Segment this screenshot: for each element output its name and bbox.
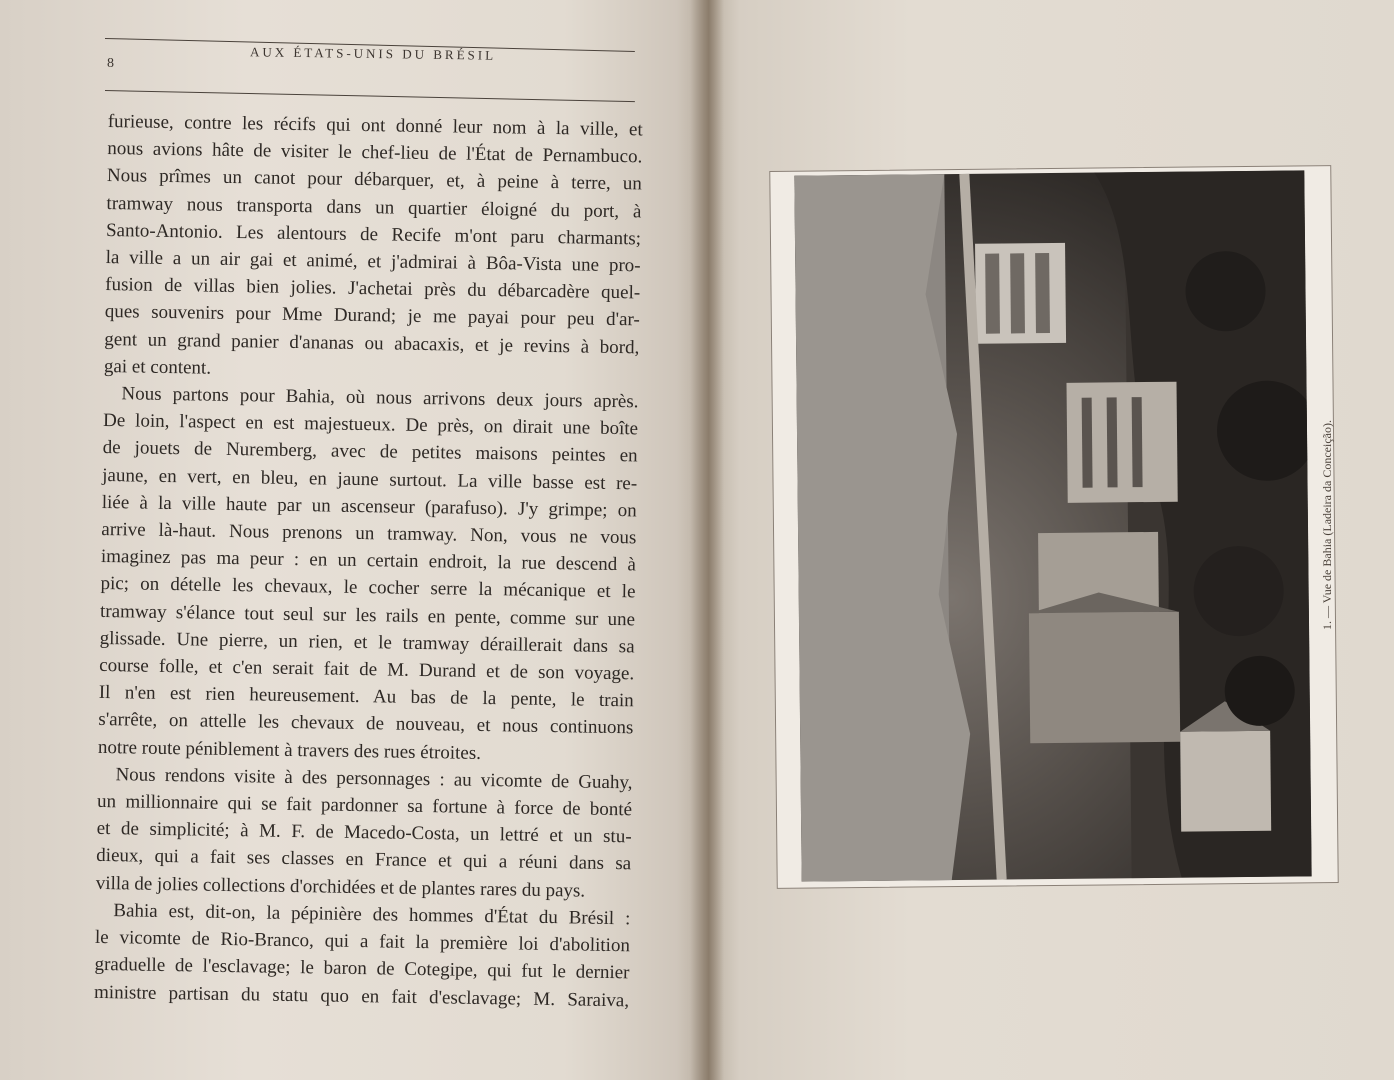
- text-line: ques souvenirs pour Mme Durand; je me payai pour peu d'ar-: [104, 301, 640, 331]
- book-gutter: [690, 0, 724, 1080]
- text-line: imaginez pas ma peur : en un certain endroit, la rue descend à: [100, 546, 637, 576]
- text-line: la ville a un air gai et animé, et j'admirai à Bôa-Vista une pro-: [105, 246, 641, 277]
- text-line: un millionnaire qui se fait pardonner sa fortune à force de bonté: [96, 790, 633, 821]
- text-line: de jouets de Nuremberg, avec de petites maisons peintes en: [102, 437, 638, 467]
- text-line: fusion de villas bien jolies. J'achetai près du débarcadère quel-: [105, 274, 641, 304]
- text-line: pic; on dételle les chevaux, le cocher serre la mécanique et le: [100, 573, 636, 603]
- text-line: et de simplicité; à M. F. de Macedo-Costa, un lettré et un stu-: [96, 818, 632, 848]
- figure-plate: [769, 165, 1338, 889]
- text-line: Nous partons pour Bahia, où nous arrivons deux jours après.: [121, 383, 639, 413]
- text-line: tramway nous transporta dans un quartier éloigné du port, à: [106, 192, 642, 222]
- text-line: De loin, l'aspect en est majestueux. De près, on dirait une boîte: [102, 410, 639, 440]
- text-line: tramway s'élance tout seul sur les rails en pente, comme sur une: [99, 600, 636, 630]
- text-line: ministre partisan du statu quo en fait d'esclavage; M. Saraiva,: [93, 981, 630, 1011]
- figure-caption: 1. — Vue de Bahia (Ladeira da Conceição).: [1320, 420, 1334, 630]
- text-line: course folle, et c'en serait fait de M. Durand et de son voyage.: [99, 654, 635, 685]
- text-line: nous avions hâte de visiter le chef-lieu de l'État de Pernambuco.: [107, 138, 643, 168]
- text-line: glissade. Une pierre, un rien, et le tramway déraillerait dans sa: [99, 627, 635, 658]
- page-number: 8: [107, 56, 114, 71]
- text-line: arrive là-haut. Nous prenons un tramway. Non, vous ne vous: [101, 518, 637, 549]
- text-line: graduelle de l'esclavage; le baron de Cotegipe, qui fut le dernier: [94, 954, 630, 984]
- text-line: furieuse, contre les récifs qui ont donné leur nom à la ville, et: [107, 110, 643, 141]
- bahia-photograph: [794, 170, 1311, 881]
- text-line: Nous prîmes un canot pour débarquer, et, à peine à terre, un: [106, 165, 643, 195]
- text-line: villa de jolies collections d'orchidées et de plantes rares du pays.: [95, 872, 586, 902]
- text-line: liée à la ville haute par un ascenseur (parafuso). J'y grimpe; on: [101, 491, 637, 522]
- text-line: s'arrête, on attelle les chevaux de nouveau, et nous continuons: [98, 709, 634, 739]
- body-text: [94, 108, 643, 1014]
- text-line: notre route péniblement à travers des rues étroites.: [97, 736, 482, 764]
- text-line: jaune, en vert, en bleu, en jaune surtout. La ville basse est re-: [102, 464, 638, 494]
- photo-illustration: [794, 170, 1311, 881]
- text-line: Bahia est, dit-on, la pépinière des hommes d'État du Brésil :: [113, 900, 631, 930]
- running-head: AUX ÉTATS-UNIS DU BRÉSIL: [249, 44, 497, 63]
- text-line: gai et content.: [103, 355, 212, 379]
- text-line: gent un grand panier d'ananas ou abacaxis, et je revins à bord,: [104, 328, 640, 358]
- text-line: Nous rendons visite à des personnages : au vicomte de Guahy,: [115, 764, 633, 794]
- text-line: le vicomte de Rio-Branco, qui a fait la première loi d'abolition: [94, 926, 631, 957]
- text-line: Il n'en est rien heureusement. Au bas de la pente, le train: [98, 682, 634, 712]
- text-line: Santo-Antonio. Les alentours de Recife m'ont paru charmants;: [105, 219, 642, 250]
- text-line: dieux, qui a fait ses classes en France et qui a réuni dans sa: [96, 845, 632, 875]
